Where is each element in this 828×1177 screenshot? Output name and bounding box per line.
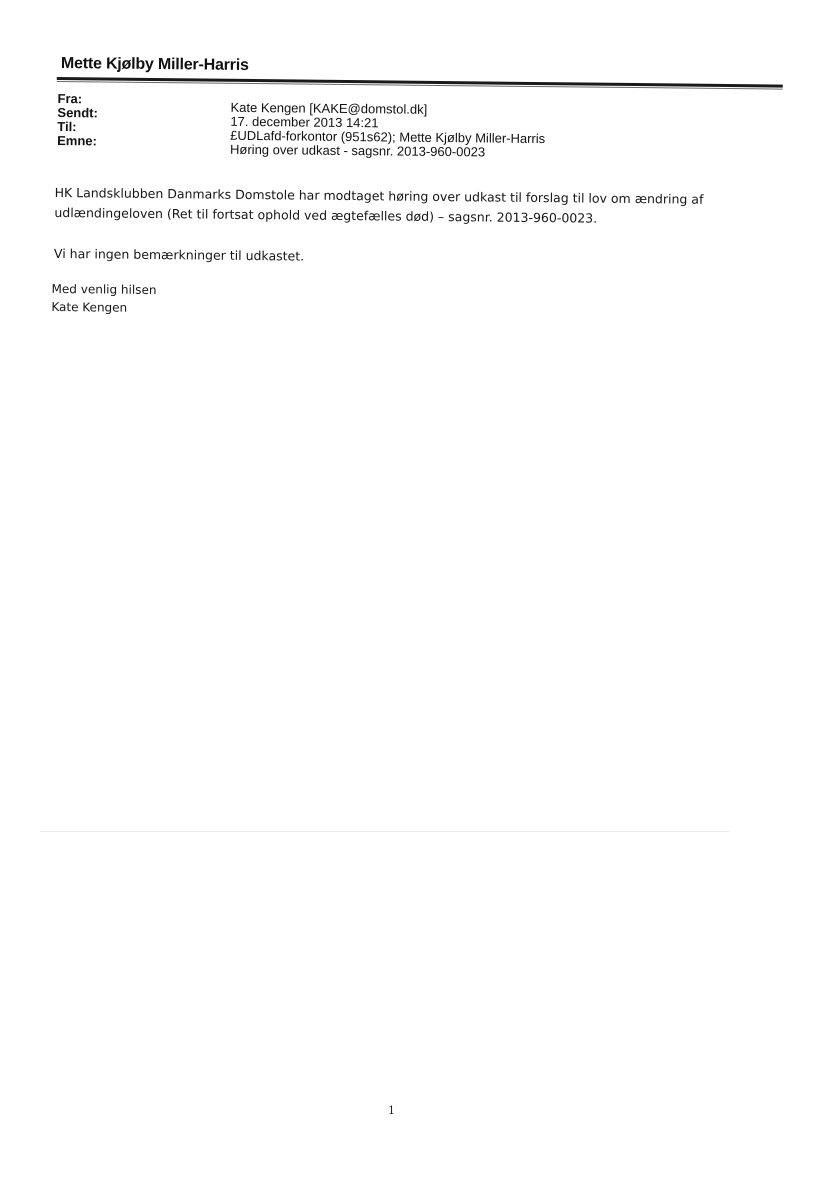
to-label: Til:: [57, 118, 77, 135]
body-paragraph-2: Vi har ingen bemærkninger til udkastet.: [53, 245, 305, 264]
scan-artifact-line: [40, 831, 730, 832]
subject-value: Høring over udkast - sagsnr. 2013-960-0023: [229, 141, 486, 160]
signature-name: Kate Kengen: [51, 299, 128, 315]
mailbox-owner-name: Mette Kjølby Miller-Harris: [60, 55, 249, 74]
from-value: Kate Kengen [KAKE@domstol.dk]: [230, 99, 428, 117]
body-paragraph-1-line-1: HK Landsklubben Danmarks Domstole har modtaget høring over udkast til forslag til lov om ændring af: [54, 184, 704, 207]
signature-closing: Med venlig hilsen: [51, 281, 157, 298]
subject-label: Emne:: [57, 132, 97, 149]
from-label: Fra:: [57, 90, 83, 107]
sent-value: 17. december 2013 14:21: [230, 113, 379, 131]
to-value: £UDLafd-forkontor (951s62); Mette Kjølby Miller-Harris: [230, 127, 546, 147]
body-paragraph-1-line-2: udlændingeloven (Ret til fortsat ophold ved ægtefælles død) – sagsnr. 2013-960-0023.: [54, 204, 598, 226]
sent-label: Sendt:: [57, 104, 98, 121]
page-number: 1: [388, 1104, 395, 1117]
